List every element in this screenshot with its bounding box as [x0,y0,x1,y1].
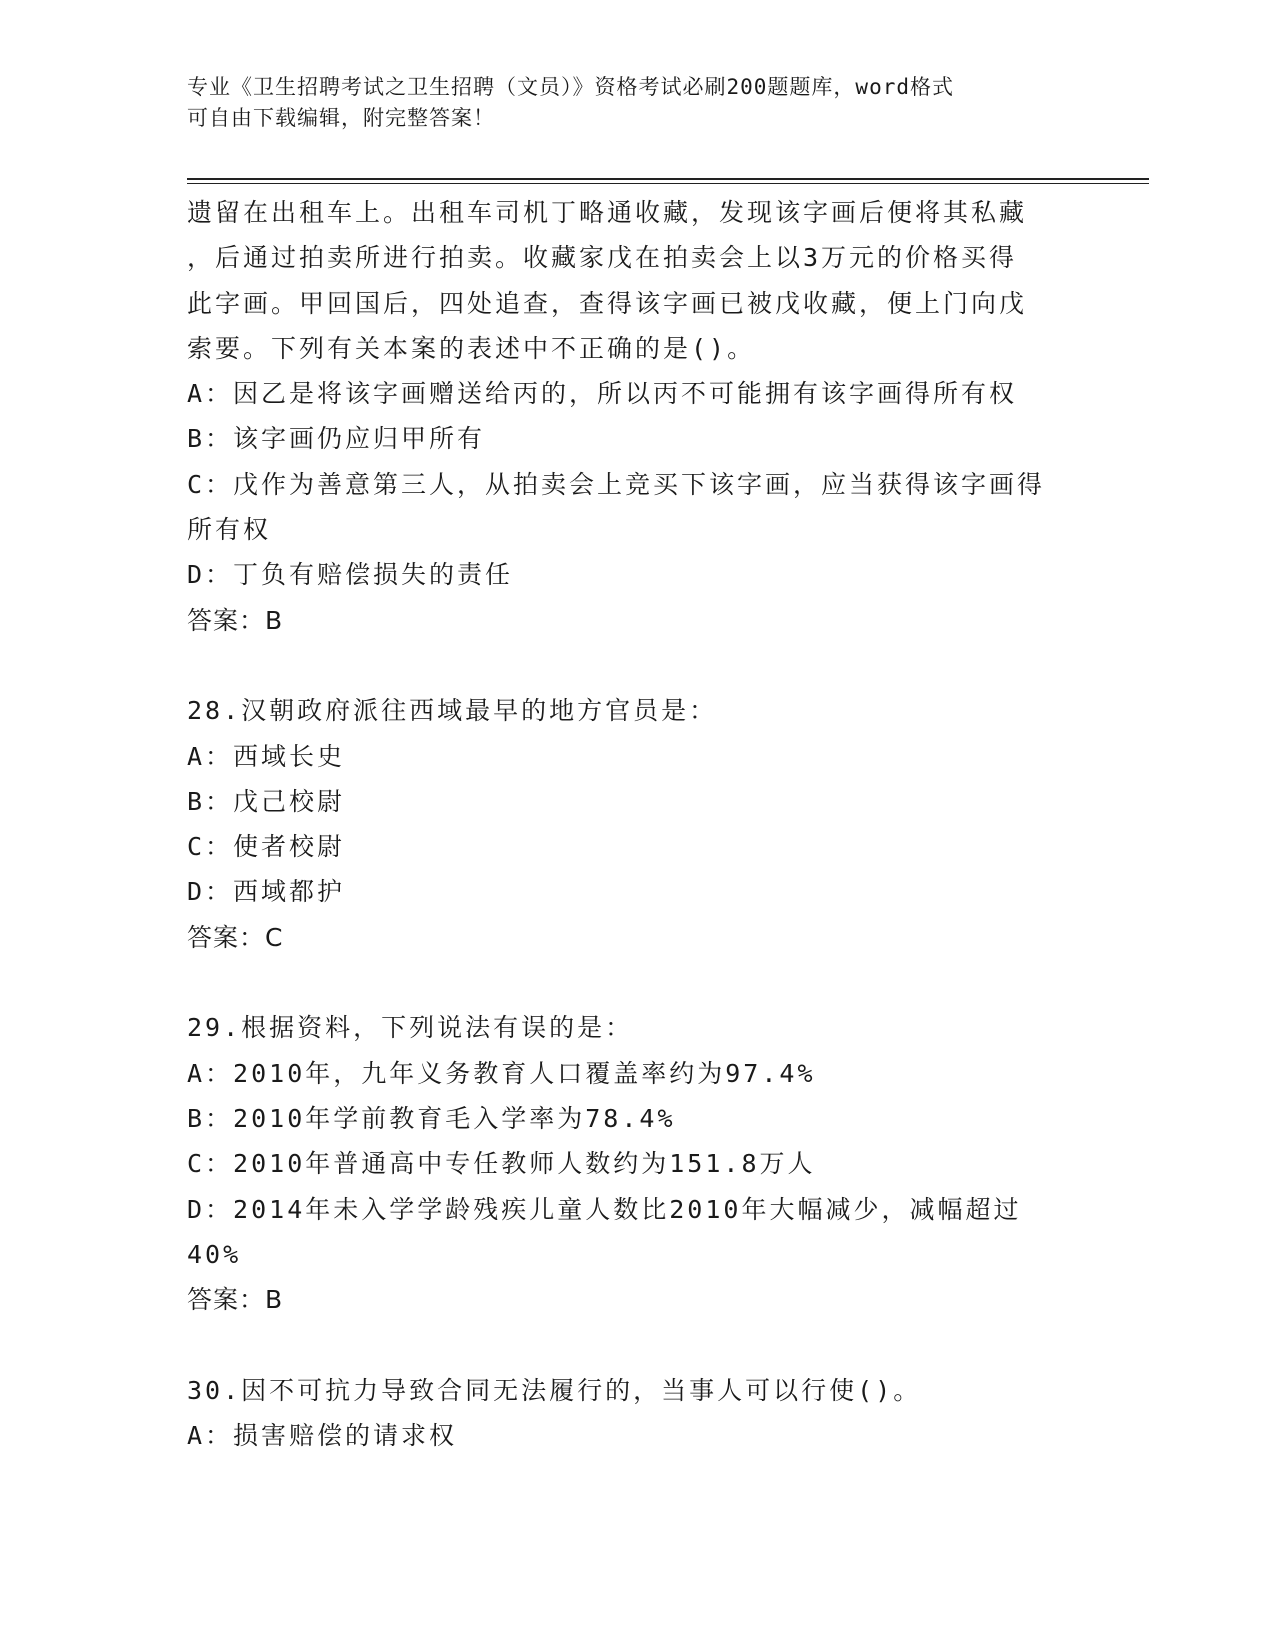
spacer [187,643,1087,688]
option-c: C：使者校尉 [187,832,346,862]
option-b: B：戊己校尉 [187,786,346,816]
answer: 答案：C [187,922,284,952]
question-28 [187,688,1087,960]
answer: 答案：B [187,605,284,635]
spacer [187,960,1087,1005]
option-a: A：2010年，九年义务教育人口覆盖率约为97.4% [187,1058,816,1088]
option-a: A：因乙是将该字画赠送给丙的，所以丙不可能拥有该字画得所有权 [187,379,1018,409]
question-stem: 28.汉朝政府派往西域最早的地方官员是： [187,696,718,726]
option-d: D：2014年未入学学龄残疾儿童人数比2010年大幅减少，减幅超过 [187,1194,1022,1224]
question-stem-line: ，后通过拍卖所进行拍卖。收藏家戊在拍卖会上以3万元的价格买得 [187,243,1018,273]
option-a: A：西域长史 [187,741,346,771]
option-d: D：西域都护 [187,877,346,907]
option-c: C：2010年普通高中专任教师人数约为151.8万人 [187,1149,816,1179]
option-b: B：该字画仍应归甲所有 [187,424,486,454]
header-line-1: 专业《卫生招聘考试之卫生招聘（文员）》资格考试必刷200题题库，word格式 [187,75,954,99]
question-27 [187,190,1087,643]
option-c: C：戊作为善意第三人，从拍卖会上竞买下该字画，应当获得该字画得 [187,469,1046,499]
question-30 [187,1368,1087,1459]
option-c-continued: 所有权 [187,515,272,545]
option-a: A：损害赔偿的请求权 [187,1421,458,1451]
option-b: B：2010年学前教育毛入学率为78.4% [187,1103,676,1133]
answer: 答案：B [187,1285,284,1315]
option-d-continued: 40% [187,1239,242,1269]
question-stem: 30.因不可抗力导致合同无法履行的，当事人可以行使()。 [187,1375,922,1405]
spacer [187,1322,1087,1367]
question-stem: 29.根据资料，下列说法有误的是： [187,1013,634,1043]
header-divider-thin [187,183,1149,184]
question-stem-line: 遗留在出租车上。出租车司机丁略通收藏，发现该字画后便将其私藏 [187,198,1028,227]
document-header [187,72,1087,134]
question-stem-line: 此字画。甲回国后，四处追查，查得该字画已被戊收藏，便上门向戊 [187,288,1028,318]
header-divider-thick [187,178,1149,180]
header-line-2: 可自由下载编辑，附完整答案！ [187,106,495,130]
question-content [187,190,1087,1458]
question-29 [187,1005,1087,1322]
option-d: D：丁负有赔偿损失的责任 [187,560,514,590]
question-stem-line: 索要。下列有关本案的表述中不正确的是()。 [187,333,756,363]
